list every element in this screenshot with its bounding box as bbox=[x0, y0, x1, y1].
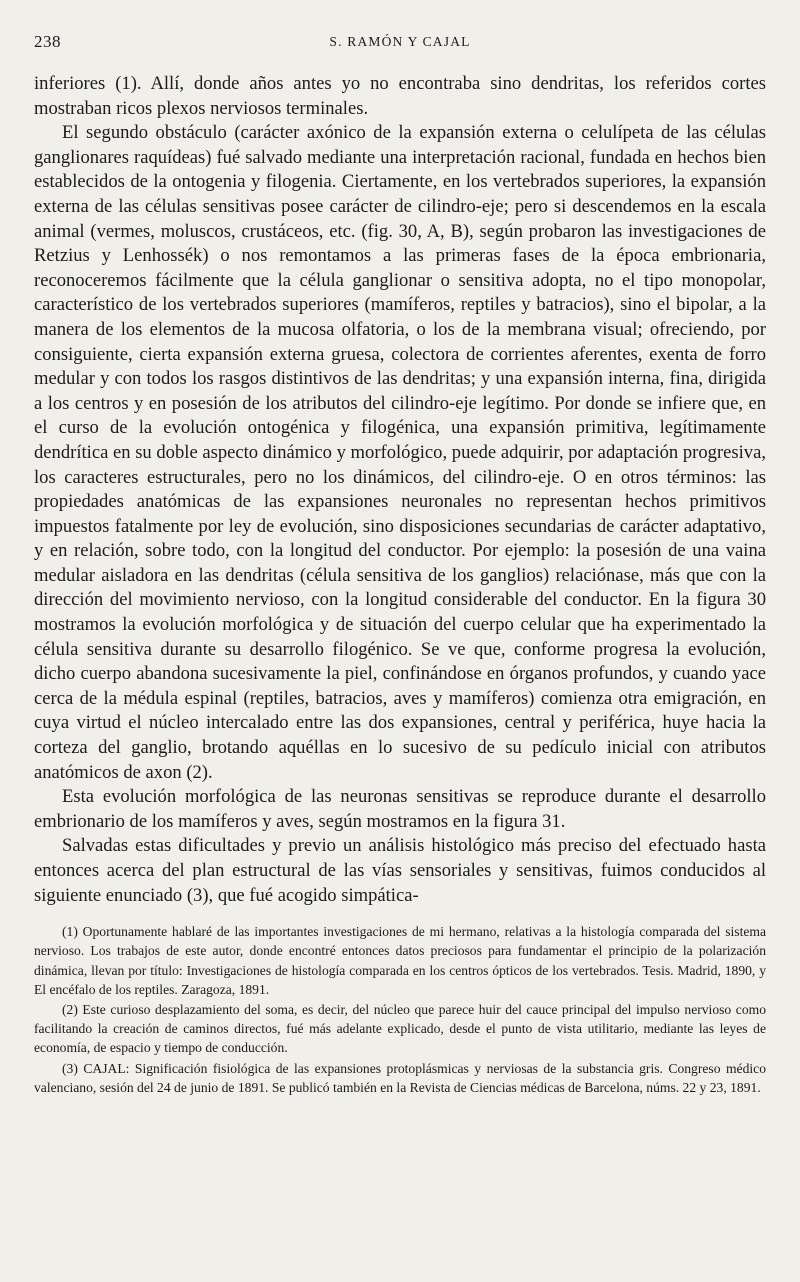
paragraph-embryonic-evolution: Esta evolución morfológica de las neuronas sensitivas se reproduce durante el desarrollo embrionario de los mamíferos y aves, según mostramos en la figura 31. bbox=[34, 786, 766, 832]
running-head bbox=[34, 26, 766, 56]
footnote-2: (2) Este curioso desplazamiento del soma, es decir, del núcleo que parece huir del cauce principal del impulso nervioso como facilitando la creación de caminos directos, fué más adelante explicado, desde el punto de vista utilitario, mediante las leyes de economía, de espacio y tiempo de conducción. bbox=[34, 1002, 766, 1056]
book-page bbox=[34, 26, 766, 1097]
paragraph-second-obstacle: El segundo obstáculo (carácter axónico de la expansión externa o celulípeta de las células ganglionares raquídeas) fué salvado mediante una interpretación racional, fundada en hechos bien establecidos de la ontogenia y filogenia. Ciertamente, en los vertebrados superiores, la expansión externa de las células sensitivas posee carácter de cilindro-eje; pero si descendemos en la escala animal (vermes, moluscos, crustáceos, etc. (fig. 30, A, B), según probaron las investigaciones de Retzius y Lenhossék) o nos remontamos a las primeras fases de la época embrionaria, reconoceremos fácilmente que la célula ganglionar o sensitiva adopta, no el tipo monopolar, característico de los vertebrados superiores (mamíferos, reptiles y batracios), sino el bipolar, a la manera de los elementos de la mucosa olfatoria, o los de la membrana visual; ofreciendo, por consiguiente, cierta expansión externa gruesa, colectora de corrientes aferentes, exenta de forro medular y con todos los rasgos distintivos de las dendritas; y una expansión interna, fina, dirigida a los centros y en posesión de los atributos del cilindro-eje legítimo. Por donde se infiere que, en el curso de la evolución ontogénica y filogénica, una expansión primitiva, legítimamente dendrítica en su doble aspecto dinámico y morfológico, puede adquirir, por adaptación progresiva, los caracteres estructurales, pero no los dinámicos, del cilindro-eje. O en otros términos: las propiedades anatómicas de las expansiones neuronales no representan hechos primitivos impuestos fatalmente por ley de evolución, sino disposiciones secundarias de carácter adaptativo, y en relación, sobre todo, con la longitud del conductor. Por ejemplo: la posesión de una vaina medular aisladora en las dendritas (célula sensitiva de los ganglios) relaciónase, más que con la dirección del movimiento nervioso, con la longitud considerable del conductor. En la figura 30 mostramos la evolución morfológica y de situación del cuerpo celular que ha experimentado la célula sensitiva durante su desarrollo filogénico. Se ve que, conforme progresa la evolución, dicho cuerpo abandona sucesivamente la piel, confinándose en órganos profundos, y cuando yace cerca de la médula espinal (reptiles, batracios, aves y mamíferos) comienza otra emigración, en cuya virtud el núcleo intercalado entre las dos expansiones, central y periférica, huye hacia la corteza del ganglio, brotando aquéllas en lo sucesivo de su pedículo inicial con atributos anatómicos de axon (2). bbox=[34, 122, 766, 783]
paragraph-continued: inferiores (1). Allí, donde años antes yo no encontraba sino dendritas, los referidos cortes mostraban ricos plexos nerviosos terminales. bbox=[34, 73, 766, 119]
footnote-1: (1) Oportunamente hablaré de las importantes investigaciones de mi hermano, relativas a la histología comparada del sistema nervioso. Los trabajos de este autor, donde encontré entonces datos preciosos para fundamentar el principio de la polarización dinámica, llevan por título: Investigaciones de histología comparada en los centros ópticos de los vertebrados. Tesis. Madrid, 1890, y El encéfalo de los reptiles. Zaragoza, 1891. bbox=[34, 924, 766, 997]
running-title: S. RAMÓN Y CAJAL bbox=[329, 34, 471, 49]
body-text bbox=[34, 72, 766, 908]
footnotes bbox=[34, 922, 766, 1097]
page-number: 238 bbox=[34, 32, 61, 51]
footnote-3: (3) CAJAL: Significación fisiológica de las expansiones protoplásmicas y nerviosas de la substancia gris. Congreso médico valenciano, sesión del 24 de junio de 1891. Se publicó también en la Revista de Ciencias médicas de Barcelona, núms. 22 y 23, 1891. bbox=[34, 1060, 766, 1095]
paragraph-salvadas: Salvadas estas dificultades y previo un análisis histológico más preciso del efectuado hasta entonces acerca del plan estructural de las vías sensoriales y sensitivas, fuimos conducidos al siguiente enunciado (3), que fué acogido simpática- bbox=[34, 835, 766, 906]
